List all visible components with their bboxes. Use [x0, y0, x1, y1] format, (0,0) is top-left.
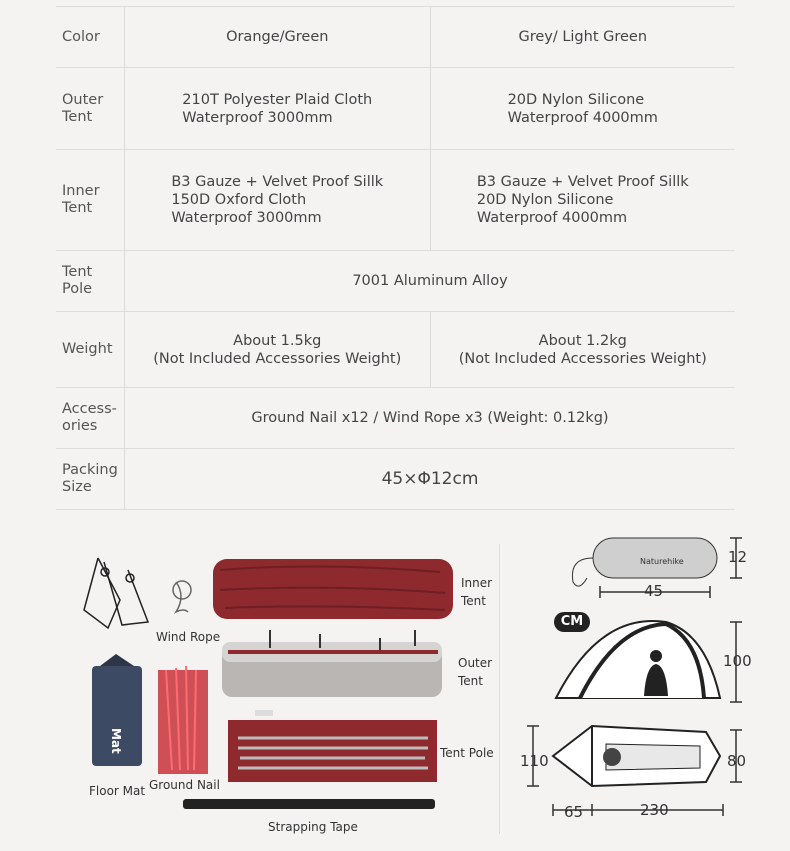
tent-top-view-icon	[553, 726, 720, 786]
ground-nail-label: Ground Nail	[149, 778, 220, 792]
height-value: 100	[723, 652, 752, 670]
outer-tent-icon	[222, 630, 442, 697]
unit-badge: CM	[554, 612, 590, 632]
product-illustration	[0, 530, 790, 851]
spec-label: Outer Tent	[56, 68, 125, 149]
spec-value: 45×Φ12cm	[381, 469, 479, 489]
inner-tent-icon	[213, 559, 453, 619]
foot-width-value: 80	[727, 752, 747, 770]
wind-rope-icon	[84, 558, 191, 628]
spec-row-weight	[56, 312, 735, 388]
tent-pole-icon	[228, 710, 437, 782]
spec-row-packing-size	[56, 449, 735, 510]
components-drawing	[0, 530, 790, 851]
tent-side-view-icon	[556, 621, 720, 698]
bag-diameter-value: 12	[728, 548, 748, 566]
spec-label: Access- ories	[56, 388, 125, 448]
spec-value: B3 Gauze + Velvet Proof Sillk 20D Nylon Silicone Waterproof 4000mm	[430, 150, 736, 250]
spec-value: B3 Gauze + Velvet Proof Sillk 150D Oxford Cloth Waterproof 3000mm	[171, 174, 384, 226]
wind-rope-label: Wind Rope	[156, 630, 221, 644]
svg-text:Mat: Mat	[109, 728, 123, 754]
spec-value: Grey/ Light Green	[430, 7, 736, 67]
spec-row-accessories	[56, 388, 735, 449]
outer-tent-label: Outer Tent	[458, 656, 493, 688]
section-divider	[499, 544, 500, 834]
spec-value: 210T Polyester Plaid Cloth Waterproof 3000mm	[182, 91, 373, 126]
spec-label: Inner Tent	[56, 150, 125, 250]
svg-text:Naturehike: Naturehike	[640, 557, 684, 566]
spec-value: Ground Nail x12 / Wind Rope x3 (Weight: 0.12kg)	[251, 410, 609, 426]
head-width-value: 110	[520, 752, 549, 770]
vestibule-value: 65	[564, 803, 584, 821]
floor-mat-icon	[92, 654, 142, 766]
spec-label: Weight	[56, 312, 125, 387]
spec-row-tent-pole	[56, 251, 735, 312]
tent-pole-label: Tent Pole	[440, 746, 494, 760]
spec-value: Orange/Green	[226, 29, 329, 45]
strapping-tape-label: Strapping Tape	[268, 820, 358, 834]
packed-bag-icon	[572, 538, 717, 586]
spec-value: About 1.2kg (Not Included Accessories Weight)	[430, 312, 736, 387]
floor-mat-label: Floor Mat	[89, 784, 146, 798]
spec-value: 7001 Aluminum Alloy	[352, 273, 508, 289]
spec-row-outer-tent	[56, 68, 735, 150]
spec-label: Tent Pole	[56, 251, 125, 311]
ground-nail-icon	[158, 666, 208, 774]
spec-value: 20D Nylon Silicone Waterproof 4000mm	[430, 68, 736, 149]
spec-label: Color	[56, 7, 125, 67]
bag-length-value: 45	[644, 582, 664, 600]
inner-tent-label: Inner Tent	[461, 576, 493, 608]
spec-row-color	[56, 7, 735, 68]
spec-value: About 1.5kg (Not Included Accessories Weight)	[153, 332, 402, 367]
spec-label: Packing Size	[56, 449, 125, 509]
strapping-tape-icon	[183, 799, 435, 809]
spec-row-inner-tent	[56, 150, 735, 251]
spec-table	[56, 6, 735, 510]
length-value: 230	[640, 801, 669, 819]
